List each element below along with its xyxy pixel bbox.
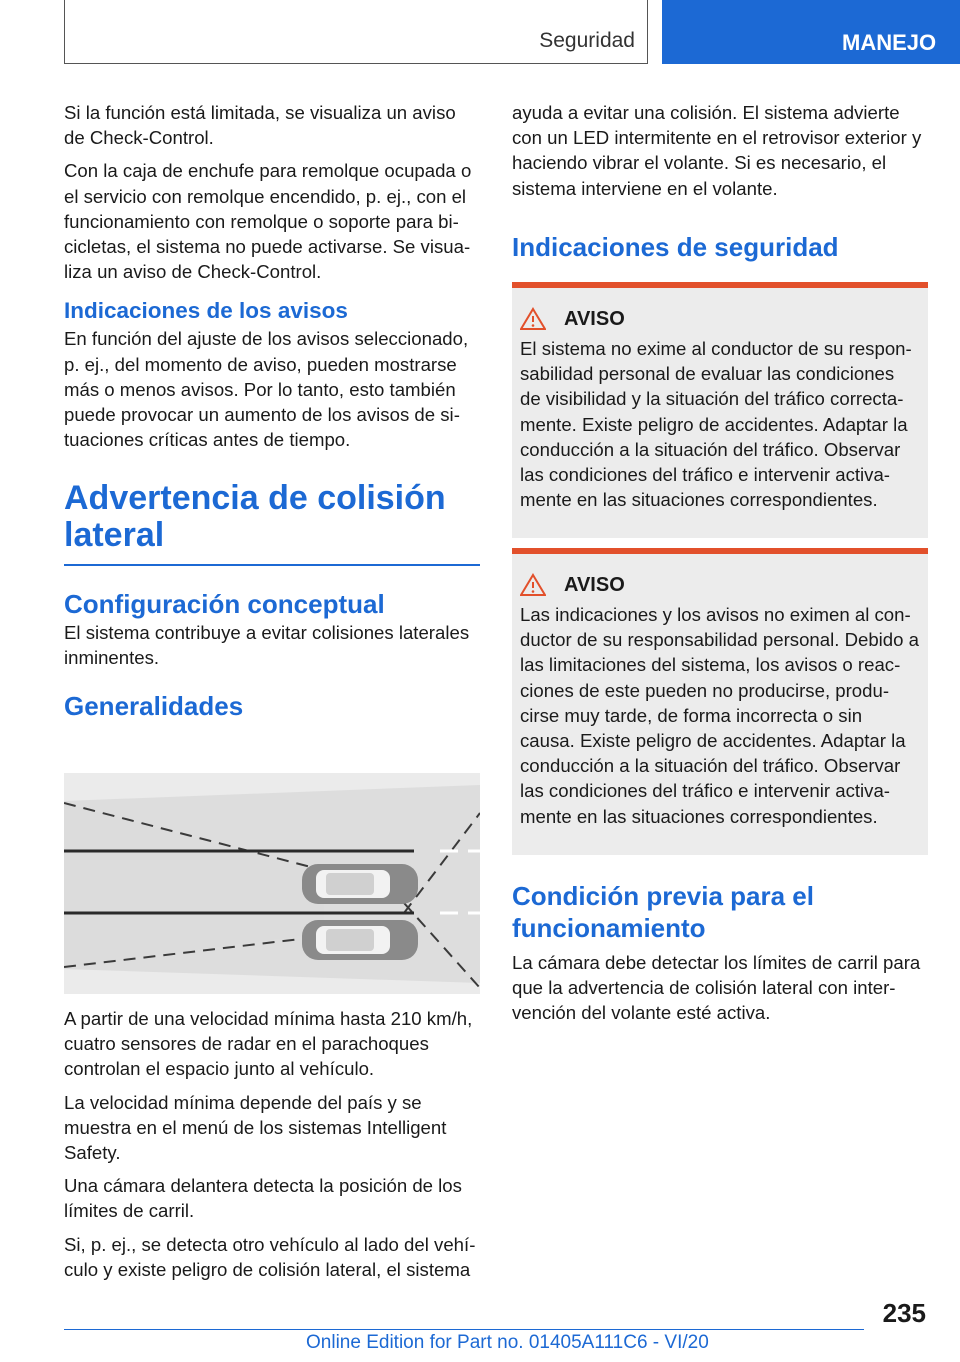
warning-text: Las indicaciones y los avisos no eximen al conductor de su responsabilidad personal. Debido a las limitaciones del sistema, los avisos o reacciones de este pueden no producirse, producirse muy tarde, de forma incorrecta o sin causa. Existe peligro de accidentes. Adaptar la conducción a la situación del tráfico. Observar las condiciones del tráfico e intervenir activamente en las situaciones correspondientes.	[520, 604, 919, 827]
paragraph: El sistema contribuye a evitar colisiones laterales inminentes.	[64, 621, 470, 669]
warning-box	[512, 282, 928, 538]
lane-diagram	[64, 773, 480, 994]
left-column	[64, 100, 480, 722]
header-section-title: Seguridad	[539, 29, 635, 52]
paragraph: Una cámara delantera detecta la posición de los límites de carril.	[64, 1175, 462, 1222]
heading-config: Configuración conceptual	[64, 588, 385, 619]
warning-title	[520, 304, 920, 334]
right-column	[512, 100, 928, 263]
paragraph: Si la función está limitada, se visualiza un aviso de Check-Control.	[64, 102, 456, 149]
chapter-title: Advertencia de colisión lateral	[64, 479, 446, 555]
right-column-lower	[512, 880, 928, 1034]
warning-box	[512, 548, 928, 855]
subheading-avisos: Indicaciones de los avisos	[64, 298, 348, 324]
warning-label: AVISO	[564, 307, 625, 330]
header-section-box	[64, 0, 648, 64]
paragraph: La velocidad mínima depende del país y se muestra en el menú de los sistemas Intelligent Safety.	[64, 1091, 447, 1164]
page-number: 235	[882, 1298, 926, 1328]
lane-diagram-figure	[64, 773, 480, 994]
warning-text: El sistema no exime al conductor de su responsabilidad personal de evaluar las condiciones de visibilidad y la situación del tráfico correctamente. Existe peligro de accidentes. Adaptar la conducción a la situación del tráfico. Observar las condiciones del tráfico e intervenir activamente en las situaciones correspondientes.	[520, 338, 912, 511]
paragraph: Con la caja de enchufe para remolque ocupada o el servicio con remolque encendido, p. ej., con el funcionamiento con remolque o soporte para bicicletas, el sistema no puede activarse. Se visualiza un aviso de Check-Control.	[64, 160, 472, 283]
paragraph: A partir de una velocidad mínima hasta 210 km/h, cuatro sensores de radar en el parachoques controlan el espacio junto al vehículo.	[64, 1008, 473, 1080]
paragraph: Si, p. ej., se detecta otro vehículo al lado del vehículo y existe peligro de colisión lateral, el sistema	[64, 1233, 476, 1280]
heading-condicion: Condición previa para el funcionamiento	[512, 881, 814, 943]
chapter-tab	[662, 0, 960, 64]
paragraph: ayuda a evitar una colisión. El sistema advierte con un LED intermitente en el retrovisor exterior y haciendo vibrar el volante. Si es necesario, el sistema interviene en el volante.	[512, 102, 922, 199]
paragraph: En función del ajuste de los avisos seleccionado, p. ej., del momento de aviso, pueden mostrarse más o menos avisos. Por lo tanto, esto también puede provocar un aumento de los avisos de situaciones críticas antes de tiempo.	[64, 328, 469, 451]
chapter-rule	[64, 564, 480, 566]
left-column-lower	[64, 1006, 480, 1290]
car-icon	[302, 864, 418, 904]
warning-label: AVISO	[564, 573, 625, 596]
footer-edition: Online Edition for Part no. 01405A111C6 - VI/20	[306, 1332, 709, 1353]
car-icon	[302, 920, 418, 960]
warning-triangle-icon	[520, 307, 546, 331]
warning-triangle-icon	[520, 573, 546, 597]
heading-general: Generalidades	[64, 691, 244, 722]
heading-seguridad: Indicaciones de seguridad	[512, 231, 839, 262]
warning-title	[520, 570, 920, 600]
chapter-tab-label: MANEJO	[842, 30, 937, 55]
footer-rule	[64, 1329, 864, 1330]
paragraph: La cámara debe detectar los límites de carril para que la advertencia de colisión lateral con intervención del volante esté activa.	[512, 952, 921, 1024]
